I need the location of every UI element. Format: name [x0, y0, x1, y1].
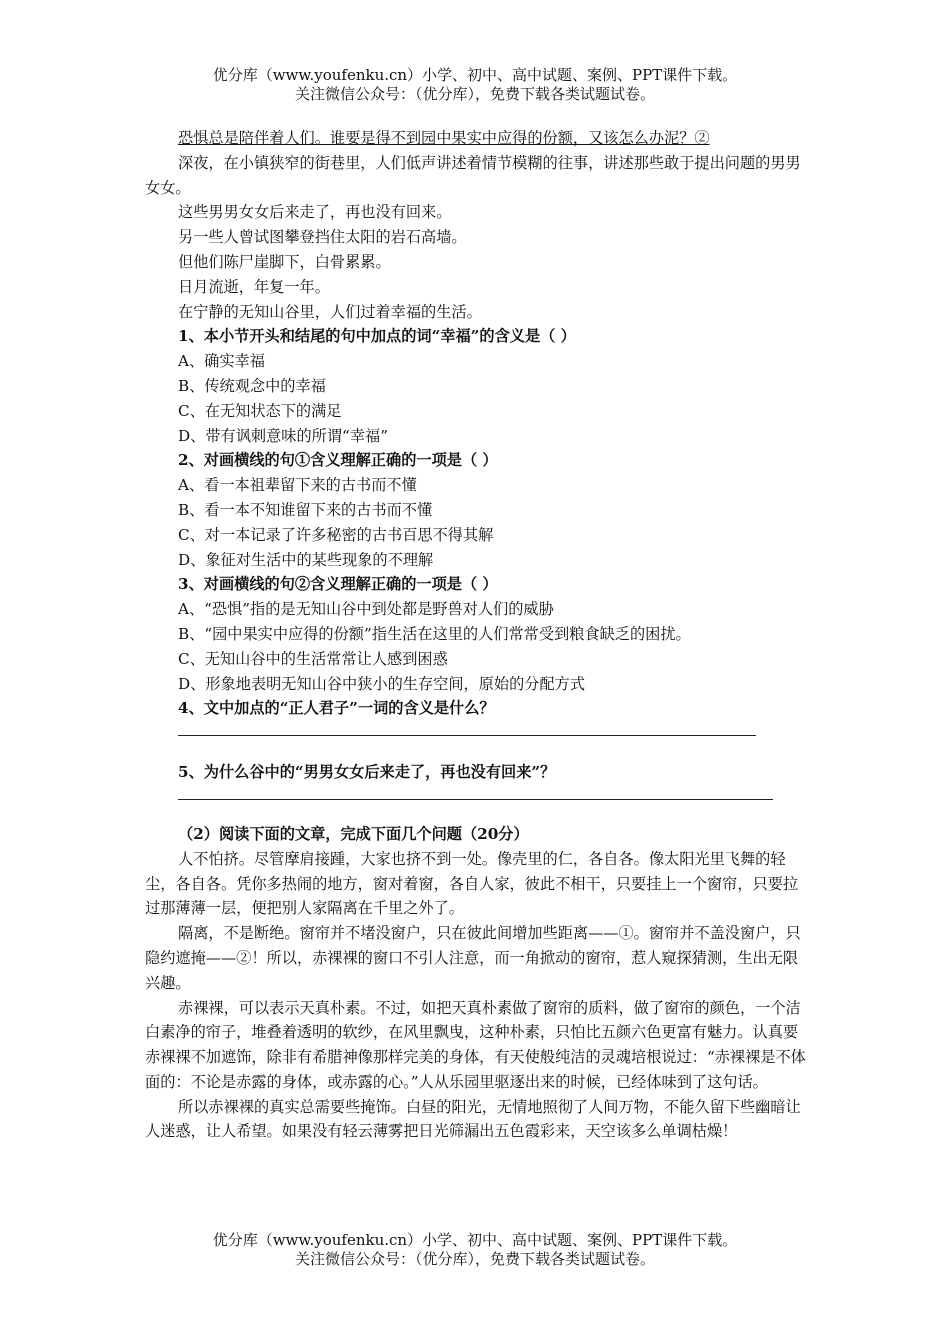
q2-option-c: C、对一本记录了许多秘密的古书百思不得其解 [178, 525, 494, 544]
q1-option-b: B、传统观念中的幸福 [178, 376, 326, 395]
q1-option-a: A、确实幸福 [178, 352, 265, 371]
q3-option-a: A、“恐惧”指的是无知山谷中到处都是野兽对人们的威胁 [178, 600, 554, 619]
question-4-stem: 4、文中加点的“正人君子”一词的含义是什么？ [178, 699, 495, 718]
question-1-stem: 1、本小节开头和结尾的句中加点的词“幸福”的含义是（ ） [178, 327, 576, 346]
question-3-stem: 3、对画横线的句②含义理解正确的一项是（ ） [178, 575, 498, 594]
q3-option-d: D、形象地表明无知山谷中狭小的生存空间，原始的分配方式 [178, 674, 586, 693]
question-5-stem: 5、为什么谷中的“男男女女后来走了，再也没有回来”？ [178, 763, 556, 782]
passage1-para-5: 日月流逝，年复一年。 [178, 277, 330, 296]
q3-option-c: C、无知山谷中的生活常常让人感到困惑 [178, 649, 448, 668]
section2-para-3: 赤裸裸，可以表示天真朴素。不过，如把天真朴素做了窗帘的质料，做了窗帘的颜色，一个洁白素净的帘子，堆叠着透明的软纱，在风里飘曳，这种朴素，只怕比五颜六色更富有魅力。认真要赤裸裸不加遮饰，除非有希腊神像那样完美的身体，有天使般纯洁的灵魂培根说过：“赤裸裸是不体面的：不论是赤露的身体，或赤露的心。”人从乐园里驱逐出来的时候，已经体味到了这句话。 [145, 998, 806, 1091]
q2-option-b: B、看一本不知谁留下来的古书而不懂 [178, 500, 433, 519]
section2-para-2: 隔离，不是断绝。窗帘并不堵没窗户，只在彼此间增加些距离——①。窗帘并不盖没窗户，只隐约遮掩——②！所以，赤裸裸的窗口不引人注意，而一角掀动的窗帘，惹人窥探猜测，生出无限兴趣。 [145, 924, 801, 992]
q1-option-c: C、在无知状态下的满足 [178, 401, 342, 420]
header-line-2: 关注微信公众号：（优分库），免费下载各类试题试卷。 [294, 85, 655, 103]
page-footer [0, 1231, 950, 1269]
footer-line-1: 优分库（www.youfenku.cn）小学、初中、高中试题、案例、PPT课件下载。 [212, 1231, 738, 1249]
section2-para-1: 人不怕挤。尽管摩肩接踵，大家也挤不到一处。像壳里的仁，各自各。像太阳光里飞舞的轻尘，各自各。凭你多热闹的地方，窗对着窗，各自人家，彼此不相干，只要挂上一个窗帘，只要拉过那薄薄一层，便把别人家隔离在千里之外了。 [145, 849, 799, 918]
passage1-para-1: 深夜，在小镇狭窄的街巷里，人们低声讲述着情节模糊的往事，讲述那些敢于提出问题的男男女女。 [145, 153, 801, 197]
passage1-para-6: 在宁静的无知山谷里，人们过着幸福的生活。 [178, 302, 482, 321]
passage1-para-3: 另一些人曾试图攀登挡住太阳的岩石高墙。 [178, 228, 467, 247]
document-body [145, 126, 811, 1144]
header-line-1: 优分库（www.youfenku.cn）小学、初中、高中试题、案例、PPT课件下载。 [212, 66, 738, 84]
q2-option-d: D、象征对生活中的某些现象的不理解 [178, 550, 434, 569]
section-2-heading: （2）阅读下面的文章，完成下面几个问题（20分） [178, 824, 529, 843]
question-2-stem: 2、对画横线的句①含义理解正确的一项是（ ） [178, 451, 498, 470]
section2-para-4: 所以赤裸裸的真实总需要些掩饰。白昼的阳光，无情地照彻了人间万物，不能久留下些幽暗让人迷惑，让人希望。如果没有轻云薄雾把日光筛漏出五色霞彩来，天空该多么单调枯燥！ [145, 1097, 801, 1141]
page-header [0, 66, 950, 104]
passage1-para-4: 但他们陈尸崖脚下，白骨累累。 [178, 252, 391, 271]
q1-option-d: D、带有讽刺意味的所谓“幸福” [178, 426, 388, 445]
underlined-sentence-2: 恐惧总是陪伴着人们。谁要是得不到园中果实中应得的份额，又该怎么办泥？② [178, 129, 710, 147]
q2-option-a: A、看一本祖辈留下来的古书而不懂 [178, 476, 417, 495]
passage1-para-2: 这些男男女女后来走了，再也没有回来。 [178, 203, 452, 222]
footer-line-2: 关注微信公众号：（优分库），免费下载各类试题试卷。 [294, 1250, 655, 1268]
q3-option-b: B、“园中果实中应得的份额”指生活在这里的人们常常受到粮食缺乏的困扰。 [178, 624, 691, 643]
